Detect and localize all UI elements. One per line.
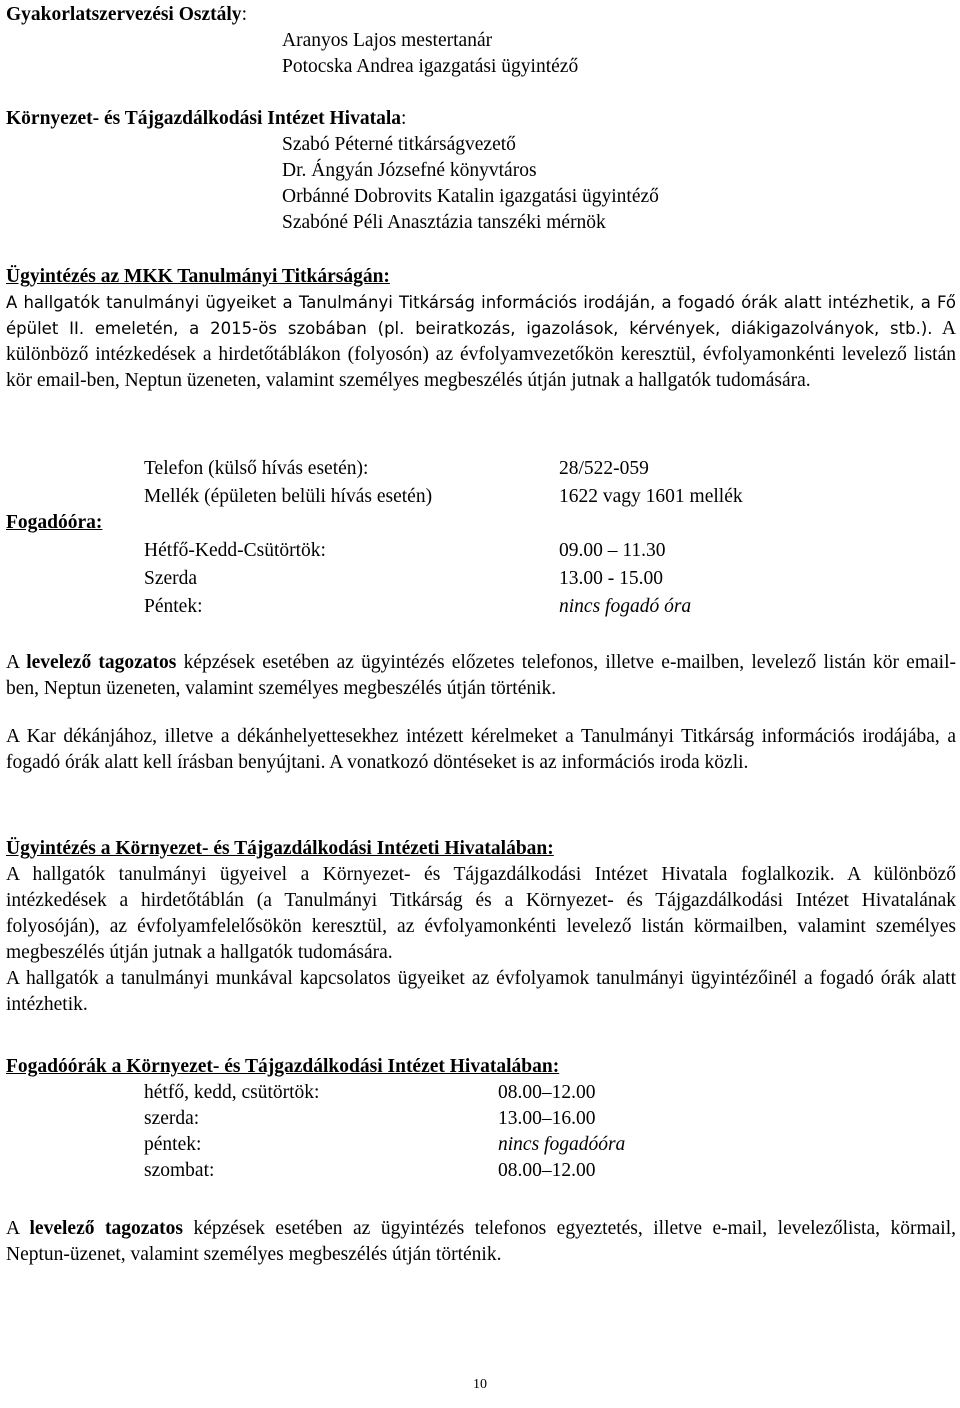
paragraph-serif-part: A különböző intézkedések a hirdetőtáblákon (folyosón) az évfolyamvezetőkön keresztül, évfolyamonkénti levelező listán kör email-ben, Neptun üzeneten, valamint személyes megbeszélés útján jutnak a hallgatók tudomására. bbox=[6, 318, 956, 391]
extension-value: 1622 vagy 1601 mellék bbox=[559, 486, 743, 507]
hours-day: Hétfő-Kedd-Csütörtök: bbox=[144, 540, 326, 561]
section-title: Környezet- és Tájgazdálkodási Intézet Hivatala bbox=[6, 108, 402, 129]
hours-day: szerda: bbox=[144, 1108, 200, 1129]
hours-time: 08.00–12.00 bbox=[498, 1160, 596, 1181]
bold-text: levelező tagozatos bbox=[29, 1218, 183, 1239]
paragraph-sans-part: A hallgatók tanulmányi ügyeiket a Tanulmányi Titkárság információs irodáján, a fogadó órák alatt intézhetik, a Fő épület II. emeletén, a 2015-ös szobában (pl. beiratkozás, igazolások, kérvények, diákigazolványok, stb.). bbox=[6, 293, 956, 338]
person-line: Szabó Péterné titkárságvezető bbox=[282, 134, 516, 155]
extension-label: Mellék (épületen belüli hívás esetén) bbox=[144, 486, 433, 507]
section-gyakorlatszervezes bbox=[6, 2, 578, 80]
phone-label: Telefon (külső hívás esetén): bbox=[144, 458, 369, 479]
paragraph-levelezo-1 bbox=[6, 650, 956, 702]
paragraph-levelezo-2 bbox=[6, 1216, 956, 1268]
paragraph-kar bbox=[6, 724, 956, 776]
person-line: Dr. Ángyán Józsefné könyvtáros bbox=[282, 160, 537, 181]
hours-day: Péntek: bbox=[144, 596, 203, 617]
hours-day: Szerda bbox=[144, 568, 198, 589]
hours-time: 13.00 - 15.00 bbox=[559, 568, 663, 589]
table-row bbox=[144, 1158, 625, 1184]
paragraph: A hallgatók a tanulmányi munkával kapcsolatos ügyeiket az évfolyamok tanulmányi ügyintézőinél a fogadó órák alatt intézhetik. bbox=[6, 968, 956, 1015]
person-line: Orbánné Dobrovits Katalin igazgatási ügyintéző bbox=[282, 186, 659, 207]
page-number: 10 bbox=[473, 1377, 487, 1392]
text: képzések esetében az ügyintézés telefonos egyeztetés, illetve e-mail, levelezőlista, körmail, Neptun-üzenet, valamint személyes megbeszélés útján történik. bbox=[6, 1218, 957, 1265]
hours-table bbox=[144, 1080, 625, 1184]
fogadoora-label: Fogadóóra: bbox=[6, 512, 103, 533]
bold-text: levelező tagozatos bbox=[26, 652, 177, 673]
text: A bbox=[6, 652, 27, 673]
paragraph: A Kar dékánjához, illetve a dékánhelyettesekhez intézett kérelmeket a Tanulmányi Titkárság információs irodájába, a fogadó órák alatt kell írásban benyújtani. A vonatkozó döntéseket is az információs iroda közli. bbox=[6, 726, 956, 773]
section-heading: Ügyintézés az MKK Tanulmányi Titkárságán: bbox=[6, 266, 390, 287]
person-line: Potocska Andrea igazgatási ügyintéző bbox=[282, 56, 579, 77]
hours-day: péntek: bbox=[144, 1134, 202, 1155]
section-mkk-titkarsag bbox=[6, 264, 956, 394]
hours-time: 08.00–12.00 bbox=[498, 1082, 596, 1103]
section-heading: Ügyintézés a Környezet- és Tájgazdálkodási Intézeti Hivatalában: bbox=[6, 838, 554, 859]
table-row bbox=[144, 1106, 625, 1132]
fogadoora-block bbox=[6, 456, 956, 626]
paragraph bbox=[6, 290, 956, 394]
hours-day: hétfő, kedd, csütörtök: bbox=[144, 1082, 320, 1103]
section-colon: : bbox=[241, 4, 247, 25]
section-ktk-fogadoorak bbox=[6, 1054, 956, 1184]
phone-value: 28/522-059 bbox=[559, 458, 649, 479]
table-row bbox=[144, 1080, 625, 1106]
hours-time: 13.00–16.00 bbox=[498, 1108, 596, 1129]
paragraph: A hallgatók tanulmányi ügyeivel a Környezet- és Tájgazdálkodási Intézet Hivatala foglalkozik. A különböző intézkedések a hirdetőtáblán (a Tanulmányi Titkárság és a Környezet- és Tájgazdálkodási Intézet Hivatalának folyosóján), az évfolyamfelelősökön keresztül, az évfolyamonkénti levelező listán körmailben, valamint személyes megbeszélés útján jutnak a hallgatók tudomására. bbox=[6, 864, 956, 963]
text: képzések esetében az ügyintézés előzetes telefonos, illetve e-mailben, levelező listán kör email-ben, Neptun üzeneten, valamint személyes megbeszélés útján történik. bbox=[6, 652, 956, 699]
table-row bbox=[144, 1132, 625, 1158]
section-ktk-hivatal bbox=[6, 106, 659, 236]
hours-time: nincs fogadóóra bbox=[498, 1134, 626, 1155]
hours-time: nincs fogadó óra bbox=[559, 596, 692, 617]
section-colon: : bbox=[401, 108, 407, 129]
person-line: Aranyos Lajos mestertanár bbox=[282, 30, 493, 51]
text: A bbox=[6, 1218, 30, 1239]
hours-day: szombat: bbox=[144, 1160, 215, 1181]
hours-time: 09.00 – 11.30 bbox=[559, 540, 666, 561]
person-line: Szabóné Péli Anasztázia tanszéki mérnök bbox=[282, 212, 606, 233]
section-heading: Fogadóórák a Környezet- és Tájgazdálkodási Intézet Hivatalában: bbox=[6, 1056, 560, 1077]
section-ktk-ugyintezes bbox=[6, 836, 956, 1018]
section-title: Gyakorlatszervezési Osztály bbox=[6, 4, 242, 25]
